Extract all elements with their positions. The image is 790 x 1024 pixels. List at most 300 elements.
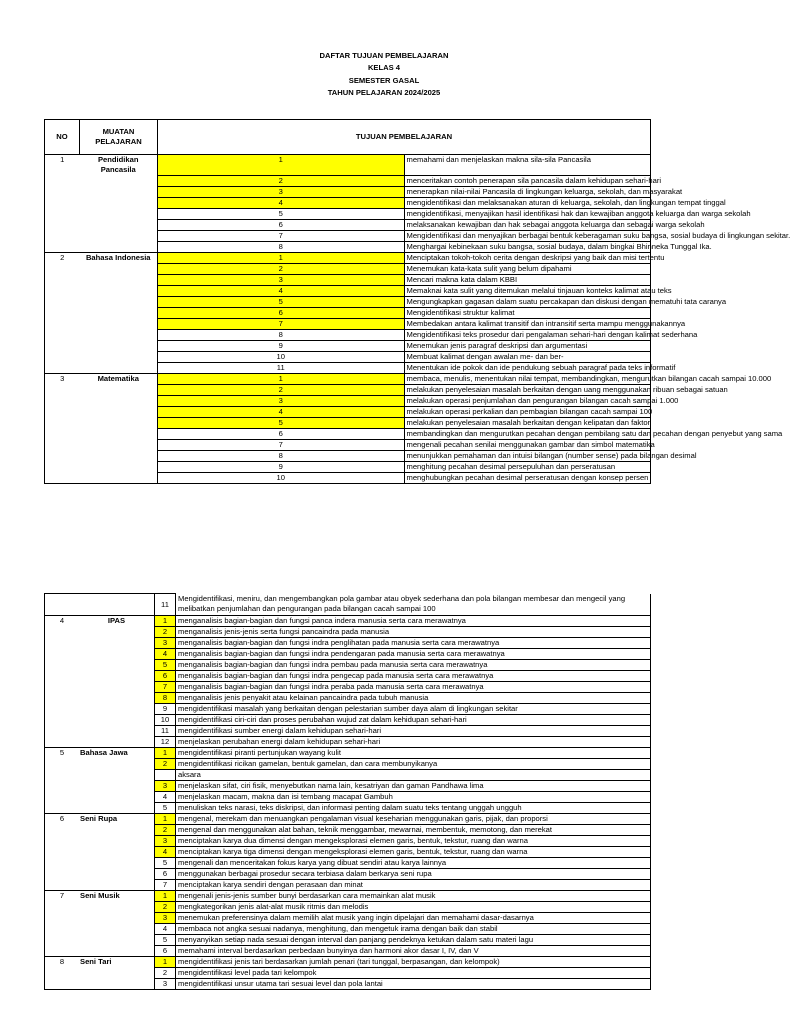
table-header-row [45,120,651,155]
objective-number: 4 [158,406,405,417]
subject-name [79,770,155,781]
subject-name [79,671,155,682]
table-row [45,902,651,913]
row-number: 1 [45,155,80,176]
subject-name [79,979,155,990]
table-row [45,704,651,715]
row-number [45,175,80,186]
table-row [45,770,651,781]
row-number [45,825,80,836]
objective-text: melakukan penyelesaian masalah berkaitan dengan kelipatan dan faktor [404,417,651,428]
row-number [45,362,80,373]
subject-name [79,825,155,836]
objective-number: 3 [158,186,405,197]
table-row [45,307,651,318]
objective-text: mengidentifikasi level pada tari kelompok [176,968,651,979]
objective-number: 1 [155,814,176,825]
title-line-3: SEMESTER GASAL [348,75,420,85]
objective-text: Menentukan ide pokok dan ide pendukung sebuah paragraf pada teks informatif [404,362,651,373]
objective-text: Memaknai kata sulit yang ditemukan melalui tinjauan konteks kalimat atau teks [404,285,651,296]
table-row [45,858,651,869]
objective-text: mengidentifikasi ciri-ciri dan proses perubahan wujud zat dalam kehidupan sehari-hari [176,715,651,726]
objective-text: menghubungkan pecahan desimal perseratusan dengan konsep persen [404,472,651,483]
table-body-page-2 [45,594,651,990]
table-row [45,439,651,450]
objective-text: Menemukan kata-kata sulit yang belum dipahami [404,263,651,274]
table-row [45,296,651,307]
header-tujuan: TUJUAN PEMBELAJARAN [158,120,651,155]
objective-number: 2 [155,968,176,979]
table-row [45,616,651,627]
table-row [45,274,651,285]
subject-name: Pendidikan Pancasila [80,155,158,176]
table-row [45,759,651,770]
subject-name [80,263,158,274]
objective-text: Menemukan jenis paragraf deskripsi dan argumentasi [404,340,651,351]
objective-number: 1 [155,616,176,627]
table-row [45,155,651,176]
subject-name [79,781,155,792]
subject-name [80,428,158,439]
title-line-4: TAHUN PELAJARAN 2024/2025 [327,88,441,98]
objective-number: 6 [155,946,176,957]
objective-number: 8 [158,450,405,461]
objective-number: 4 [155,847,176,858]
objective-number: 9 [155,704,176,715]
row-number [45,737,80,748]
table-row [45,373,651,384]
objective-number: 7 [158,318,405,329]
subject-name [80,208,158,219]
objective-text: membaca not angka sesuai nadanya, menghitung, dan mengetuk irama dengan baik dan stabil [176,924,651,935]
subject-name [79,594,155,616]
table-row [45,781,651,792]
table-row [45,924,651,935]
subject-name [80,241,158,252]
objective-text: mengenali pecahan senilai menggunakan gambar dan simbol matematika [404,439,651,450]
table-row [45,737,651,748]
row-number [45,869,80,880]
table-row [45,230,651,241]
row-number [45,660,80,671]
row-number [45,241,80,252]
row-number [45,197,80,208]
row-number [45,439,80,450]
header-no: NO [45,120,80,155]
row-number [45,803,80,814]
table-row [45,957,651,968]
row-number [45,682,80,693]
table-row [45,395,651,406]
objective-number: 5 [155,803,176,814]
objective-text: mengidentifikasi, menyajikan hasil identifikasi hak dan kewajiban anggota keluarga dan warga sekolah [404,208,651,219]
objective-text: menciptakan karya dua dimensi dengan mengeksplorasi elemen garis, bentuk, tekstur, ruang dan warna [176,836,651,847]
objective-text: Menghargai kebinekaan suku bangsa, sosial budaya, dalam bingkai Bhinneka Tunggal Ika. [404,241,651,252]
objective-number: 2 [155,759,176,770]
objective-number: 11 [158,362,405,373]
subject-name [79,946,155,957]
objective-number: 11 [155,726,176,737]
subject-name [79,693,155,704]
table-row [45,406,651,417]
subject-name [80,351,158,362]
table-row [45,891,651,902]
row-number [45,627,80,638]
objective-number: 2 [158,175,405,186]
objective-text: Mengidentifikasi dan menyajikan berbagai bentuk keberagaman suku bangsa, sosial budaya di lingkungan sekitar. [404,230,651,241]
row-number [45,704,80,715]
row-number: 8 [45,957,80,968]
objective-text: menciptakan karya sendiri dengan perasaan dan minat [176,880,651,891]
subject-name: Seni Rupa [79,814,155,825]
table-row [45,935,651,946]
objective-number: 5 [158,296,405,307]
row-number [45,461,80,472]
objective-number: 5 [155,660,176,671]
objective-text: mengenal dan menggunakan alat bahan, teknik menggambar, mewarnai, membentuk, memotong, dan merekat [176,825,651,836]
subject-name [79,682,155,693]
objective-text: menganalisis bagian-bagian dan fungsi indra pendengaran pada manusia serta cara merawatnya [176,649,651,660]
row-number [45,472,80,483]
document-title [0,50,768,100]
subject-name [79,935,155,946]
objective-number: 1 [158,373,405,384]
row-number [45,858,80,869]
objective-number: 6 [155,869,176,880]
row-number [45,913,80,924]
table-row [45,638,651,649]
table-row [45,627,651,638]
objective-text: menciptakan karya tiga dimensi dengan mengeksplorasi elemen garis, bentuk, tekstur, ruang dan warna [176,847,651,858]
subject-name [80,450,158,461]
subject-name: Seni Musik [79,891,155,902]
subject-name: IPAS [79,616,155,627]
subject-name [79,638,155,649]
objective-text: mengidentifikasi piranti pertunjukan wayang kulit [176,748,651,759]
objective-number: 4 [155,924,176,935]
objective-text: mengidentifikasi masalah yang berkaitan dengan pelestarian sumber daya alam di lingkungan sekitar [176,704,651,715]
table-row [45,748,651,759]
table-row [45,472,651,483]
subject-name [79,803,155,814]
objective-number: 8 [158,241,405,252]
row-number [45,792,80,803]
subject-name [80,186,158,197]
subject-name [80,307,158,318]
row-number [45,726,80,737]
table-row [45,726,651,737]
objective-number: 10 [158,472,405,483]
objective-number: 9 [158,461,405,472]
objective-text: melakukan operasi perkalian dan pembagian bilangan cacah sampai 100 [404,406,651,417]
row-number [45,318,80,329]
row-number [45,880,80,891]
objective-number: 2 [158,263,405,274]
objective-text: mengidentifikasi dan melaksanakan aturan di keluarga, sekolah, dan lingkungan tempat tinggal [404,197,651,208]
objective-number: 6 [158,428,405,439]
table-row [45,913,651,924]
objective-number: 6 [158,219,405,230]
objective-text: melaksanakan kewajiban dan hak sebagai anggota keluarga dan sebagai warga sekolah [404,219,651,230]
objective-number: 6 [155,671,176,682]
table-row [45,649,651,660]
objective-number: 5 [155,935,176,946]
row-number [45,836,80,847]
subject-name [80,439,158,450]
row-number [45,649,80,660]
objective-number: 3 [158,274,405,285]
objective-number: 7 [155,682,176,693]
table-row [45,803,651,814]
table-row [45,263,651,274]
objective-number: 8 [158,329,405,340]
table-row [45,682,651,693]
row-number [45,186,80,197]
objective-number: 2 [155,627,176,638]
row-number [45,208,80,219]
objective-text: Mengidentifikasi, meniru, dan mengembangkan pola gambar atau obyek sederhana dan pola bilangan membesar dan mengecil yang melibatkan penjumlahan dan pengurangan pada bilangan cacah sampai 100 [176,594,651,616]
row-number [45,968,80,979]
table-row [45,968,651,979]
table-row [45,384,651,395]
row-number [45,715,80,726]
subject-name [80,197,158,208]
subject-name [80,175,158,186]
table-row [45,340,651,351]
objective-text: Membedakan antara kalimat transitif dan intransitif serta mampu menggunakannya [404,318,651,329]
objective-text: mengenal, merekam dan menuangkan pengalaman visual keseharian menggunakan garis, pijak, dan proporsi [176,814,651,825]
subject-name [80,329,158,340]
objective-text: memahami dan menjelaskan makna sila-sila Pancasila [404,155,651,176]
objective-text: mengenali dan menceritakan fokus karya yang dibuat sendiri atau karya lainnya [176,858,651,869]
objective-text: Mengidentifikasi teks prosedur dari pengalaman sehari-hari dengan kalimat sederhana [404,329,651,340]
objective-number: 2 [158,384,405,395]
row-number [45,935,80,946]
subject-name [80,318,158,329]
objective-text: menerapkan nilai-nilai Pancasila di lingkungan keluarga, sekolah, dan masyarakat [404,186,651,197]
row-number [45,329,80,340]
row-number [45,847,80,858]
row-number [45,638,80,649]
objectives-table-page-2 [44,593,651,990]
row-number [45,307,80,318]
subject-name [80,219,158,230]
title-line-2: KELAS 4 [367,63,401,73]
row-number [45,979,80,990]
objective-number: 3 [155,836,176,847]
objective-number: 2 [155,902,176,913]
objective-number: 3 [155,781,176,792]
table-row [45,318,651,329]
objective-text: mengidentifikasi sumber energi dalam kehidupan sehari-hari [176,726,651,737]
row-number [45,340,80,351]
row-number [45,450,80,461]
subject-name [79,726,155,737]
objective-number: 1 [155,957,176,968]
objective-text: mengidentifikasi unsur utama tari sesuai level dan pola lantai [176,979,651,990]
row-number [45,428,80,439]
subject-name [80,417,158,428]
table-body-page-1 [45,155,790,484]
table-row [45,428,651,439]
objective-number: 10 [158,351,405,362]
table-row [45,946,651,957]
objective-text: menganalisis bagian-bagian dan fungsi indra peraba pada manusia serta cara merawatnya [176,682,651,693]
subject-name [80,362,158,373]
table-row [45,880,651,891]
row-number: 3 [45,373,80,384]
row-number: 6 [45,814,80,825]
objective-number: 8 [155,693,176,704]
objective-text: mengidentifikasi ricikan gamelan, bentuk gamelan, dan cara membunyikanya [176,759,651,770]
row-number [45,384,80,395]
objective-text: menganalisis jenis-jenis serta fungsi pancaindra pada manusia [176,627,651,638]
row-number [45,351,80,362]
row-number [45,274,80,285]
objective-text: menganalisis bagian-bagian dan fungsi panca indera manusia serta cara merawatnya [176,616,651,627]
objective-number: 3 [155,638,176,649]
subject-name [79,627,155,638]
table-row [45,208,651,219]
subject-name [79,836,155,847]
table-row [45,186,651,197]
table-row [45,461,651,472]
subject-name [79,869,155,880]
row-number [45,406,80,417]
table-row [45,175,651,186]
subject-name [79,715,155,726]
subject-name [79,858,155,869]
subject-name [80,285,158,296]
row-number [45,946,80,957]
objective-text: menganalisis bagian-bagian dan fungsi indra pengecap pada manusia serta cara merawatnya [176,671,651,682]
objective-text: menjelaskan macam, makna dan isi tembang macapat Gambuh [176,792,651,803]
subject-name: Seni Tari [79,957,155,968]
row-number [45,759,80,770]
subject-name [80,395,158,406]
objective-text: menuliskan teks narasi, teks diskripsi, dan informasi penting dalam suatu teks tentang unggah ungguh [176,803,651,814]
subject-name [79,660,155,671]
subject-name [79,847,155,858]
table-row [45,594,651,616]
row-number: 7 [45,891,80,902]
objective-text: melakukan penyelesaian masalah berkaitan dengan uang menggunakan ribuan sebagai satuan [404,384,651,395]
row-number [45,902,80,913]
table-row [45,814,651,825]
table-row [45,715,651,726]
objective-text: mengenali jenis-jenis sumber bunyi berdasarkan cara memainkan alat musik [176,891,651,902]
table-row [45,979,651,990]
header-muatan: MUATAN PELAJARAN [80,120,158,155]
table-row [45,329,651,340]
row-number [45,781,80,792]
objective-text: mengidentifikasi jenis tari berdasarkan jumlah penari (tari tunggal, berpasangan, dan kelompok) [176,957,651,968]
objective-text: membandingkan dan mengurutkan pecahan dengan pembilang satu dan pecahan dengan penyebut yang sama [404,428,651,439]
subject-name [79,792,155,803]
objective-text: menganalisis jenis penyakit atau kelainan pancaindra pada tubuh manusia [176,693,651,704]
objective-number: 5 [158,417,405,428]
objective-number: 5 [155,858,176,869]
subject-name [80,406,158,417]
objective-number: 7 [158,439,405,450]
row-number [45,924,80,935]
subject-name [80,296,158,307]
subject-name [79,902,155,913]
objective-number: 11 [155,594,176,616]
objective-number: 1 [155,891,176,902]
row-number [45,219,80,230]
objective-number: 4 [158,285,405,296]
subject-name [79,737,155,748]
table-row [45,351,651,362]
row-number: 5 [45,748,80,759]
objective-text: Mencari makna kata dalam KBBI [404,274,651,285]
row-number: 4 [45,616,80,627]
table-row [45,671,651,682]
objective-text: Membuat kalimat dengan awalan me- dan ber- [404,351,651,362]
objective-text: aksara [176,770,651,781]
subject-name [80,340,158,351]
objective-number: 6 [158,307,405,318]
row-number [45,671,80,682]
table-row [45,252,651,263]
subject-name [79,924,155,935]
row-number: 2 [45,252,80,263]
objective-number: 4 [155,649,176,660]
subject-name [79,704,155,715]
objective-text: menghitung pecahan desimal persepuluhan dan perseratusan [404,461,651,472]
table-row [45,836,651,847]
table-row [45,792,651,803]
subject-name [80,384,158,395]
objective-text: Mengungkapkan gagasan dalam suatu percakapan dan diskusi dengan mematuhi tata caranya [404,296,651,307]
objective-number: 12 [155,737,176,748]
subject-name [80,274,158,285]
objective-text: memahami interval berdasarkan perbedaan bunyinya dan harmoni akor dasar I, IV, dan V [176,946,651,957]
table-row [45,825,651,836]
objective-number: 2 [155,825,176,836]
row-number [45,285,80,296]
table-row [45,285,651,296]
table-row [45,241,651,252]
objective-number: 5 [158,208,405,219]
objective-text: menjelaskan perubahan energi dalam kehidupan sehari-hari [176,737,651,748]
objective-text: menunjukkan pemahaman dan intuisi bilangan (number sense) pada bilangan desimal [404,450,651,461]
row-number [45,263,80,274]
objective-text: menganalisis bagian-bagian dan fungsi indra penglihatan pada manusia serta cara merawatnya [176,638,651,649]
title-line-1: DAFTAR TUJUAN PEMBELAJARAN [319,51,449,60]
subject-name [79,759,155,770]
subject-name: Matematika [80,373,158,384]
row-number [45,770,80,781]
objective-number: 4 [155,792,176,803]
subject-name: Bahasa Indonesia [80,252,158,263]
row-number [45,693,80,704]
table-row [45,417,651,428]
objective-number: 3 [155,979,176,990]
row-number [45,417,80,428]
objective-number: 7 [158,230,405,241]
objective-text: menganalisis bagian-bagian dan fungsi indra pembau pada manusia serta cara merawatnya [176,660,651,671]
subject-name [79,968,155,979]
objective-text: menjelaskan sifat, ciri fisik, menyebutkan nama lain, kesatriyan dan gaman Pandhawa lima [176,781,651,792]
objective-text: menemukan preferensinya dalam memilih alat musik yang ingin dipelajari dan memahami dasar-dasarnya [176,913,651,924]
table-row [45,660,651,671]
row-number [45,395,80,406]
subject-name [79,913,155,924]
objective-number [155,770,176,781]
objective-number: 3 [158,395,405,406]
